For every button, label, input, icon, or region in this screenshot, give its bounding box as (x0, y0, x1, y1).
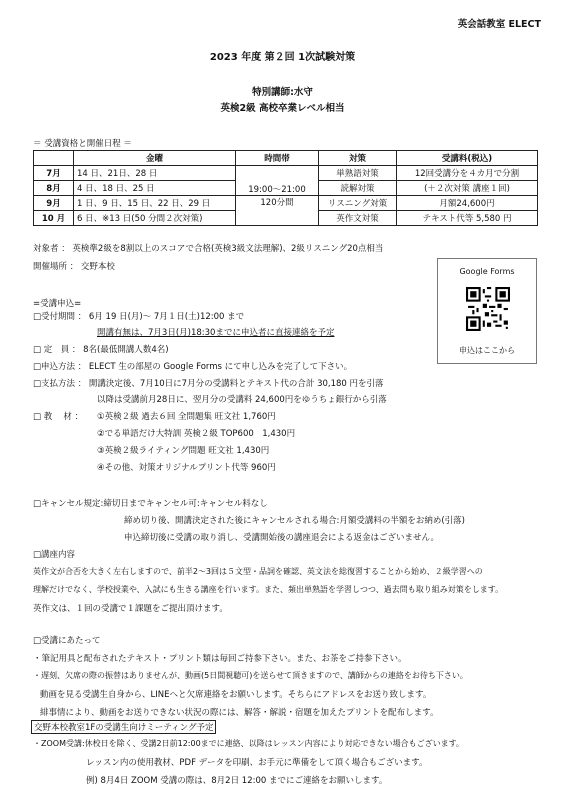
table-row (34, 196, 538, 211)
zoom-note: ・ZOOM受講:休校日を除く、受講2日前12:00までに連絡、以降はレッスン内容により対応できない場合もございます。 (33, 739, 464, 748)
cancel-policy: □キャンセル規定:締切日までキャンセル可:キャンセル料なし (33, 499, 268, 509)
qr-title: Google Forms (459, 267, 515, 276)
dates-cell: 14 日、21日、28 日 (74, 166, 236, 181)
fee-cell: テキスト代等 5,580 円 (397, 211, 538, 226)
application-capacity: □ 定 員 ： 8名(最低開講人数4名) (33, 345, 169, 355)
meeting-box: 交野本校教室1Fの受講生向けミーティング予定 (31, 720, 216, 734)
qr-caption: 申込はここから (459, 346, 515, 355)
attendance-note: ・遅刻、欠席の際の振替はありませんが、動画(5日間視聴可)を送らせて頂きますので、講師からの連絡をお待ち下さい。 (33, 671, 468, 680)
application-payment-note: 以降は受講前月28日に、翌月分の受講料 24,600円をゆうちょ銀行から引落 (97, 395, 387, 405)
month-cell: 10 月 (34, 211, 74, 226)
instructor: 特別講師:水守 (252, 87, 313, 98)
header-cell: 時間帯 (236, 151, 319, 166)
schedule-table (33, 150, 538, 226)
venue: 開催場所 ： 交野本校 (33, 262, 115, 272)
page-title: 2023 年度 第２回 1次試験対策 (209, 52, 356, 63)
application-payment: □支払方法 ： 開講決定後、7月10日に7月分の受講料とテキスト代の合計 30,180 円を引落 (33, 379, 384, 389)
course-text: 理解だけでなく、学校授業や、入試にも生きる講座を行います。また、頻出単熟語を学習しつつ、過去問も取り組み対策をします。 (33, 585, 504, 594)
focus-cell: リスニング対策 (319, 196, 397, 211)
schedule-header-row (34, 151, 538, 166)
material-item: ③英検２級ライティング問題 旺文社 1,430円 (97, 446, 270, 456)
qr-code-icon[interactable] (466, 287, 510, 331)
dates-cell: 1 日、9 日、15 日、22 日、29 日 (74, 196, 236, 211)
school-name: 英会話教室 ELECT (457, 19, 541, 30)
table-row (34, 166, 538, 181)
course-text: 英作文は、１回の受講で１課題をご提出頂けます。 (33, 604, 228, 614)
qr-panel[interactable] (437, 258, 537, 364)
cancel-policy-refund: 申込締切後に受講の取り消し、受講開始後の講座退会による返金はございません。 (124, 533, 440, 543)
dates-cell: 6 日、※13 日(50 分間２次対策) (74, 211, 236, 226)
dates-cell: 4 日、18 日、25 日 (74, 181, 236, 196)
course-title: □講座内容 (33, 550, 76, 560)
header-cell: 対策 (319, 151, 397, 166)
schedule-section-title: ＝ 受講資格と開催日程 ＝ (33, 139, 132, 149)
month-cell: 8月 (34, 181, 74, 196)
application-period-note: 開講有無は、7月3日(月)18:30までに申込者に直接連絡を予定 (97, 328, 335, 338)
eligibility: 対象者 ： 英検準2級を8割以上のスコアで合格(英検3級文法理解)、2級リスニング20点相当 (33, 244, 384, 254)
materials-label: □ 教 材 ： (33, 412, 84, 422)
attendance-title: □受講にあたって (33, 636, 101, 646)
level: 英検2級 高校卒業レベル相当 (220, 103, 345, 114)
month-cell: 9月 (34, 196, 74, 211)
zoom-note: レッスン内の使用教材、PDF データを印刷、お手元に準備をして頂く場合もございます。 (86, 758, 428, 768)
material-item: ①英検２級 過去６回 全問題集 旺文社 1,760円 (97, 412, 276, 422)
fee-cell: 12回受講分を４カ月で分割 (397, 166, 538, 181)
application-method: □申込方法 ： ELECT 生の部屋の Google Forms にて申し込みを完了して下さい。 (33, 362, 353, 372)
course-text: 英作文が合否を大きく左右しますので、前半2～3回は５文型・品詞を確認、英文法を総復習することから始め、２級学習への (33, 567, 483, 576)
month-cell: 7月 (34, 166, 74, 181)
attendance-note: 動画を見る受講生自身から、LINEへと欠席連絡をお願いします。そちらにアドレスをお送り致します。 (40, 690, 432, 700)
fee-cell: 月額24,600円 (397, 196, 538, 211)
attendance-note: ・筆記用具と配布されたテキスト・プリント類は毎回ご持参下さい。また、お茶をご持参下さい。 (33, 654, 407, 664)
application-period: □受付期間 ： 6月 19 日(月)～ 7月１日(土)12:00 まで (33, 312, 245, 322)
zoom-example: 例) 8月4日 ZOOM 受講の際は、8月2日 12:00 までにご連絡をお願いします。 (86, 776, 388, 786)
focus-cell: 英作文対策 (319, 211, 397, 226)
application-title: =受講申込= (33, 299, 82, 309)
material-item: ④その他、対策オリジナルプリント代等 960円 (97, 463, 276, 473)
header-cell: 受講料(税込) (397, 151, 538, 166)
material-item: ②でる単語だけ大特訓 英検２級 TOP600 1,430円 (97, 429, 296, 439)
time-cell: 19:00～21:00 (236, 166, 319, 196)
duration-cell: 120分間 (236, 196, 319, 226)
fee-cell: (＋２次対策 講座１回) (397, 181, 538, 196)
header-cell: 金曜 (74, 151, 236, 166)
header-cell (34, 151, 74, 166)
attendance-note: 緋事情により、動画をお送りできない状況の際には、解答・解説・宿題を加えたプリントを配布します。 (40, 708, 439, 718)
focus-cell: 読解対策 (319, 181, 397, 196)
cancel-policy-detail: 締め切り後、開講決定された後にキャンセルされる場合:月額受講料の半額をお納め(引落) (124, 516, 466, 526)
focus-cell: 単熟語対策 (319, 166, 397, 181)
